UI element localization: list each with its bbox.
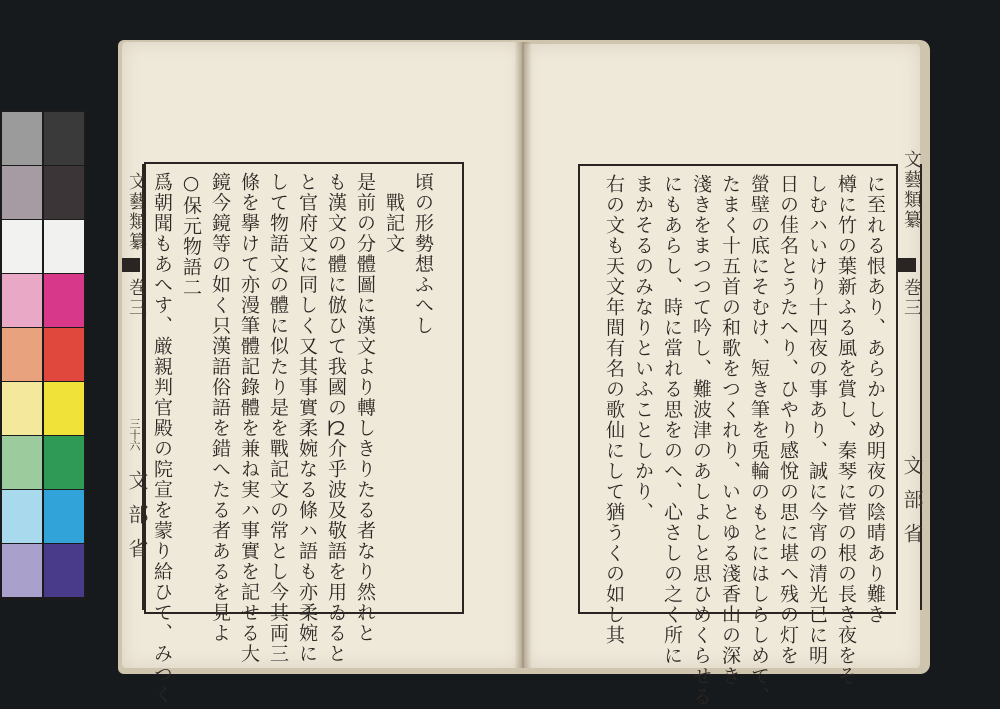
text-column: 爲朝聞もあへす、厳親判官殿の院宣を蒙り給ひて、みつく xyxy=(151,172,173,705)
right-margin-volume: 巻三 xyxy=(901,278,922,318)
text-column: 是前の分體圖に漢文より轉しきりたる者なり然れと xyxy=(354,172,376,644)
book-gutter xyxy=(514,42,532,668)
text-column: に至れる恨あり、あらかしめ明夜の陰晴あり難き xyxy=(864,174,886,625)
text-column: にもあらし、時に當れる思をのへ、心さしの之く所に xyxy=(661,174,683,666)
text-column: 右の文も天文年間有名の歌仙にして猶うくの如し其 xyxy=(603,174,625,646)
text-column: と官府文に同しく又其事實柔婉なる條ハ語も亦柔婉に xyxy=(296,172,318,664)
text-column: 鏡今鏡等の如く只漢語俗語を錯へたる者あるを見よ xyxy=(209,172,231,644)
text-column: も漢文の體に倣ひて我國の𛀁介乎波及敬語を用ゐると xyxy=(325,172,347,664)
text-column: 樽に竹の葉新ふる風を賞し、秦琴に菅の根の長き夜をそ xyxy=(835,174,857,687)
color-swatch xyxy=(2,328,42,381)
text-column: たまく十五首の和歌をつくれり、いとゆる淺香山の深き xyxy=(719,174,741,687)
right-margin-publisher: 文部省 xyxy=(900,455,924,557)
text-column: まかそるのみなりといふことしかり、 xyxy=(632,174,654,523)
text-column: 戰記文 xyxy=(383,172,405,254)
text-column: しむハいけり十四夜の事あり、誠に今宵の清光已に明 xyxy=(806,174,828,666)
left-text-frame xyxy=(144,162,464,705)
color-swatch xyxy=(2,544,42,597)
text-column: 淺きをまつつて吟し、難波津のあしよしと思ひめくらせる xyxy=(690,174,712,707)
left-margin-title: 文藝類纂 xyxy=(126,172,147,252)
color-swatch xyxy=(44,490,84,543)
color-swatch xyxy=(2,220,42,273)
right-fold-mark xyxy=(898,258,916,272)
color-swatch xyxy=(44,328,84,381)
color-swatch xyxy=(2,112,42,165)
left-fold-mark xyxy=(122,258,140,272)
color-checker-strip xyxy=(0,110,86,600)
left-margin-page: 三十六 xyxy=(128,418,141,451)
right-text-frame xyxy=(578,164,896,707)
color-swatch xyxy=(44,166,84,219)
color-swatch xyxy=(2,382,42,435)
text-column: 條を擧けて亦漫筆體記錄體を兼ね実ハ事實を記せる大 xyxy=(238,172,260,664)
color-swatch xyxy=(2,166,42,219)
color-swatch xyxy=(44,382,84,435)
text-column: して物語文の體に似たり是を戰記文の常とし今其両三 xyxy=(267,172,289,664)
text-column: 螢壁の底にそむけ、短き筆を兎輪のもとにはしらしめて、 xyxy=(748,174,770,707)
color-swatch xyxy=(2,274,42,327)
text-column: ○保元物語二 xyxy=(180,172,202,298)
color-swatch xyxy=(44,436,84,489)
left-margin-volume: 巻三 xyxy=(126,278,147,318)
right-margin-title: 文藝類纂 xyxy=(901,150,922,230)
text-column: 日の佳名とうたへり、ひやり感悅の思に堪へ残の灯を xyxy=(777,174,799,666)
color-swatch xyxy=(44,220,84,273)
color-swatch xyxy=(2,436,42,489)
color-swatch xyxy=(44,544,84,597)
color-swatch xyxy=(2,490,42,543)
color-swatch xyxy=(44,274,84,327)
color-swatch xyxy=(44,112,84,165)
left-margin-publisher: 文部省 xyxy=(125,470,149,572)
text-column: 頃の形勢想ふへし xyxy=(412,172,434,336)
